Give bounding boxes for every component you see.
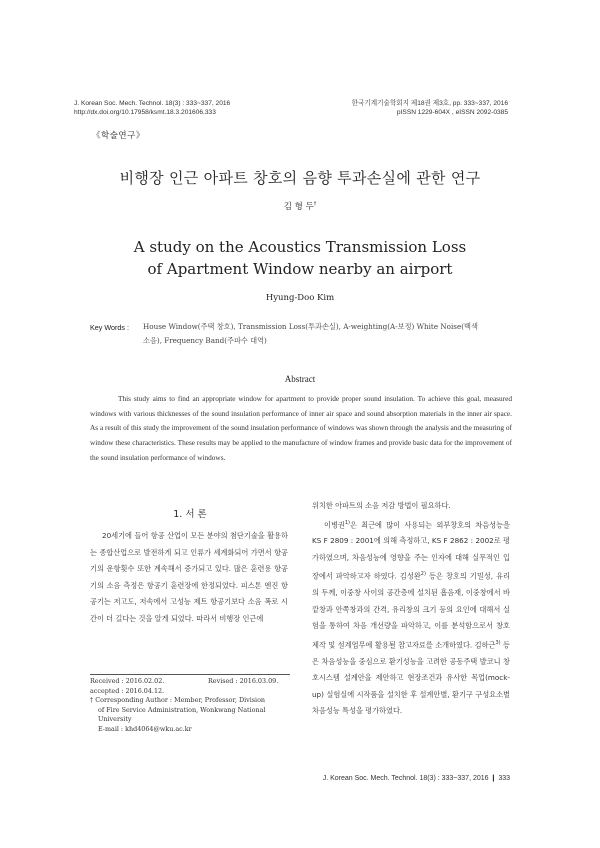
- abstract-body: This study aims to find an appropriate window for apartment to provide proper sound insulation. To achieve this goal, measured windows with various thicknesses of the sound insulation performance of inner air space and sound absorption materials in the inner air space. As a result of this study the improvement of the sound insulation performance of windows was shown through the analysis and the measuring of window these characteristics. These results may be applied to the manufacture of window frames and provide basic data for the improvement of the sound insulation performance of windows.: [90, 394, 512, 462]
- footer-separator: ❙: [490, 775, 497, 782]
- received-date: Received : 2016.02.02.: [90, 677, 165, 685]
- page-footer: [270, 774, 510, 782]
- header-right: [290, 99, 508, 117]
- footnote-divider: [90, 674, 290, 675]
- corresponding-author: † Corresponding Author : Member, Professor, Division of Fire Service Administration, Wonkwang National University: [90, 696, 266, 723]
- keywords-label: Key Words :: [90, 323, 130, 332]
- revised-date: Revised : 2016.03.09.: [208, 677, 279, 685]
- journal-citation-ko: 한국기계기술학회지 제18권 제3호, pp. 333~337, 2016: [351, 100, 508, 107]
- author-english: Hyung-Doo Kim: [265, 293, 335, 303]
- corresponding-mark: †: [313, 201, 317, 208]
- issn-info: pISSN 1229-604X , eISSN 2092-0385: [396, 109, 508, 116]
- footer-journal: J. Korean Soc. Mech. Technol. 18(3) : 333~337, 2016: [322, 775, 489, 782]
- author-email[interactable]: E-mail : khd4064@wku.ac.kr: [98, 724, 192, 733]
- journal-citation: J. Korean Soc. Mech. Technol. 18(3) : 333~337, 2016: [74, 100, 231, 107]
- doi-link[interactable]: http://dx.doi.org/10.17958/ksmt.18.3.201606.333: [74, 109, 216, 116]
- author-korean: 김 형 두†: [283, 201, 317, 212]
- title-korean: 비행장 인근 아파트 창호의 음향 투과손실에 관한 연구: [119, 169, 481, 187]
- abstract-title: Abstract: [284, 374, 316, 384]
- right-column-text: 위치한 아파트의 소음 저감 방법이 필요하다. 이병권$^{1)}$은 최근에 많이 사용되는 외부창호의 차음성능을 KS F 2809 : 2001에 의해 측정하고, KS F 2862 : 2002로 평가하였으며, 차음성능에 영향을 주는 인자에 대해 실무적인 입장에서 파악하고자 하였다. 김성완$^{2)}$ 등은 창호의 기밀성, 유리의 두께, 이중창 사이의 공간층에 설치된 흡음재, 이중창에서 바깥창과 안쪽창과의 간격, 유리창의 크기 등의 요인에 대해서 실험을 통하여 차음 개선량을 파악하고, 이를 분석함으로서 창호제작 및 설계업무에 활용될 참고자료를 소개하였다. 김하근$^{3)}$ 등은 차음성능을 중심으로 환기성능을 고려한 공동주택 발코니 창호시스템 설계안을 제안하고 현장조건과 유사한 목업(mock-up) 실험실에 시작품을 설치한 후 설계안별, 환기구 구성요소별 차음성능 특성을 평가하였다.: [312, 498, 510, 720]
- title-english: A study on the Acoustics Transmission Loss of Apartment Window nearby an airport: [133, 238, 467, 278]
- article-type-label: 《학술연구》: [92, 131, 145, 141]
- section-heading-introduction: 1. 서 론: [173, 509, 207, 520]
- accepted-date: accepted : 2016.04.12.: [90, 686, 165, 695]
- left-column-text: 20세기에 들어 항공 산업이 모든 분야의 첨단기술을 활용하는 종합산업으로 발전하게 되고 인류가 세계화되어 가면서 항공기의 운항횟수 또한 계속해서 증가되고 있다. 많은 훈련용 항공기의 소음 측정은 항공기 훈련장에 한정되었다. 피스톤 엔진 항공기는 저고도, 저속에서 고성능 제트 항공기보다 소음 폭로 시간이 더 길다는 것을 알게 되었다. 따라서 비행장 인근에: [90, 531, 288, 623]
- header-left: [74, 99, 314, 117]
- right-column-paragraph: 이병권$^{1)}$은 최근에 많이 사용되는 외부창호의 차음성능을 KS F 2809 : 2001에 의해 측정하고, KS F 2862 : 2002로 평가하였으며, 차음성능에 영향을 주는 인자에 대해 실무적인 입장에서 파악하고자 하였다. 김성완$^{2)}$ 등은 창호의 기밀성, 유리의 두께, 이중창 사이의 공간층에 설치된 흡음재, 이중창에서 바깥창과 안쪽창과의 간격, 유리창의 크기 등의 요인에 대해서 실험을 통하여 차음 개선량을 파악하고, 이를 분석함으로서 창호제작 및 설계업무에 활용될 참고자료를 소개하였다. 김하근$^{3)}$ 등은 차음성능을 중심으로 환기성능을 고려한 공동주택 발코니 창호시스템 설계안을 제안하고 현장조건과 유사한 목업(mock-up) 실험실에 시작품을 설치한 후 설계안별, 환기구 구성요소별 차음성능 특성을 평가하였다.: [312, 519, 510, 716]
- keywords-text: House Window(주택 창호), Transmission Loss(투과손실), A-weighting(A-보정) White Noise(백색 소음), Frequency Band(주파수 대역): [143, 322, 478, 345]
- footnote: [90, 677, 295, 734]
- page-number: 333: [498, 775, 510, 782]
